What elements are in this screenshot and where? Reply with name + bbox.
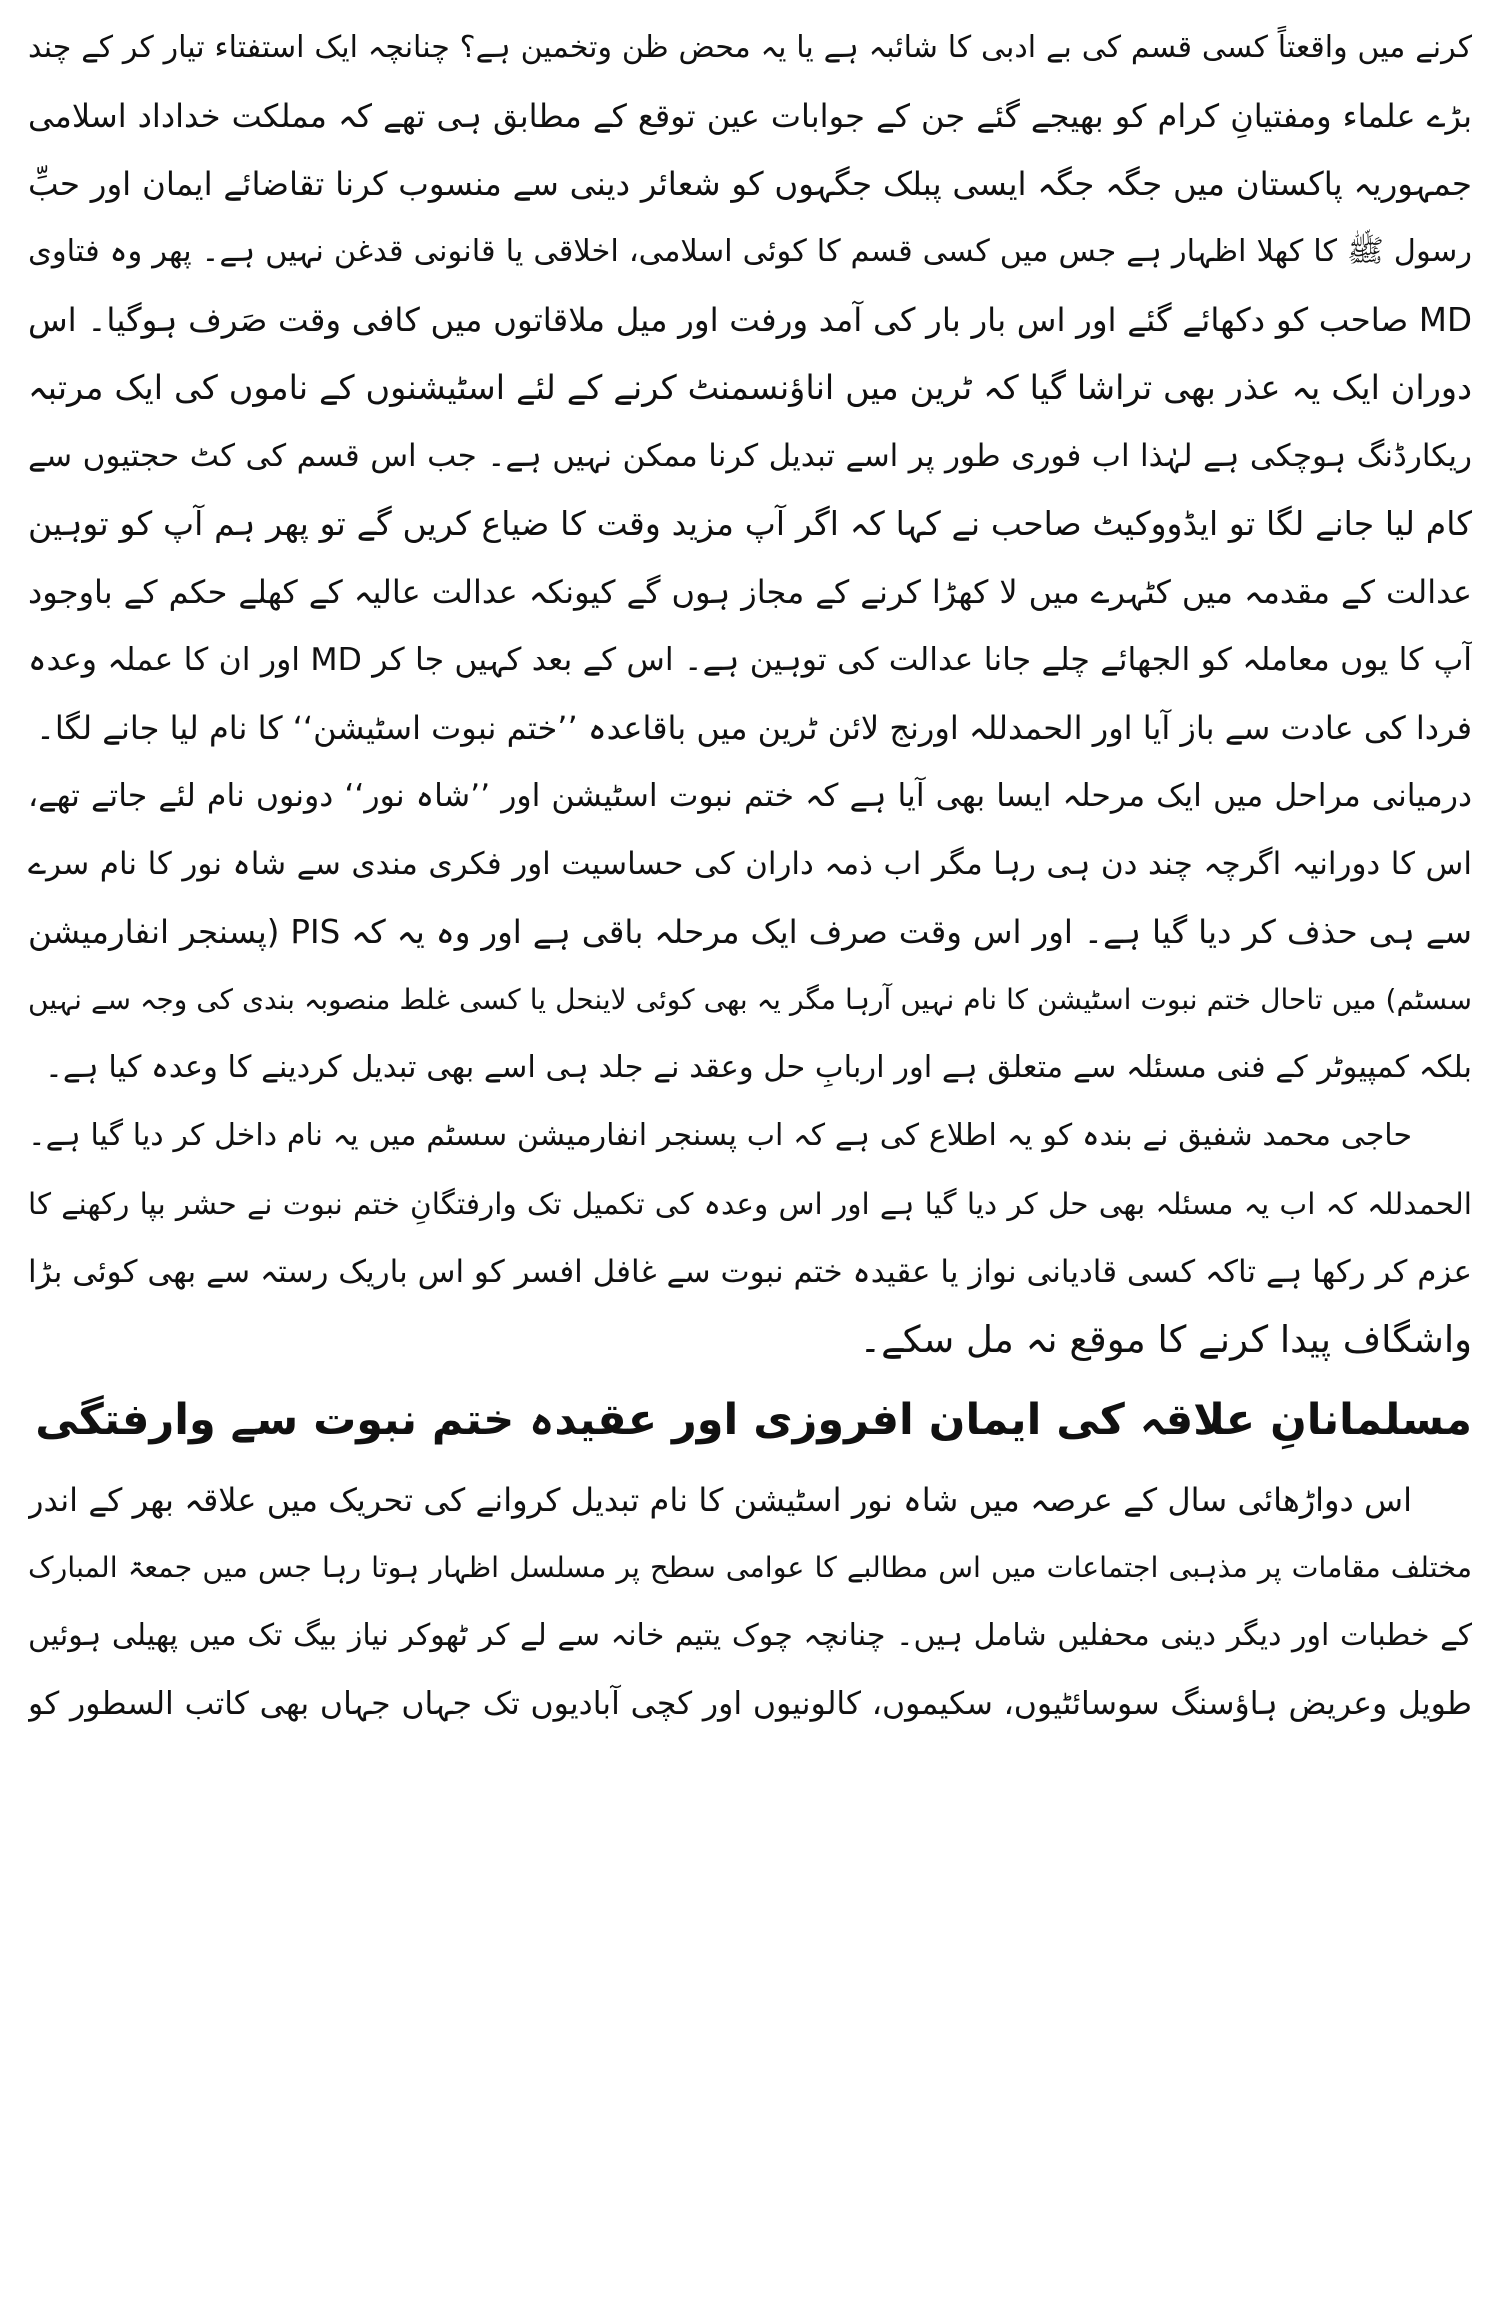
text-line: سے ہی حذف کر دیا گیا ہے۔ اور اس وقت صرف ایک مرحلہ باقی ہے اور وہ یہ کہ PIS (پسنجر انفارمیشن	[28, 913, 1472, 951]
text-line: اس کا دورانیہ اگرچہ چند دن ہی رہا مگر اب ذمہ داران کی حساسیت اور فکری مندی سے شاہ نور کا نام سرے	[28, 846, 1472, 882]
text-line: حاجی محمد شفیق نے بندہ کو یہ اطلاع کی ہے کہ اب پسنجر انفارمیشن سسٹم میں یہ نام داخل کر دیا گیا ہے۔	[28, 1118, 1412, 1153]
text-line: کام لیا جانے لگا تو ایڈووکیٹ صاحب نے کہا کہ اگر آپ مزید وقت کا ضیاع کریں گے تو پھر ہم آپ کو توہین	[28, 504, 1472, 543]
text-line: اس دواڑھائی سال کے عرصہ میں شاہ نور اسٹیشن کا نام تبدیل کروانے کی تحریک میں علاقہ بھر کے اندر	[28, 1481, 1412, 1519]
text-line: سسٹم) میں تاحال ختم نبوت اسٹیشن کا نام نہیں آرہا مگر یہ بھی کوئی لاینحل یا کسی غلط منصوبہ بندی کی وجہ سے نہیں	[28, 983, 1472, 1016]
paragraph-4	[28, 1466, 1472, 1738]
text-line: عدالت کے مقدمہ میں کٹہرے میں لا کھڑا کرنے کے مجاز ہوں گے کیونکہ عدالت عالیہ کے کھلے حکم کے باوجود	[28, 573, 1472, 611]
text-line: عزم کر رکھا ہے تاکہ کسی قادیانی نواز یا عقیدہ ختم نبوت سے غافل افسر کو اس باریک رستہ سے بھی کوئی بڑا	[28, 1254, 1472, 1290]
section-heading: مسلمانانِ علاقہ کی ایمان افروزی اور عقیدہ ختم نبوت سے وارفتگی	[35, 1395, 1472, 1445]
text-line: طویل وعریض ہاؤسنگ سوسائٹیوں، سکیموں، کالونیوں اور کچی آبادیوں تک جہاں جہاں بھی کاتب السطور کو	[28, 1686, 1472, 1722]
text-line: کے خطبات اور دیگر دینی محفلیں شامل ہیں۔ چنانچہ چوک یتیم خانہ سے لے کر ٹھوکر نیاز بیگ تک میں پھیلی ہوئیں	[28, 1618, 1472, 1653]
paragraph-3	[28, 1102, 1472, 1374]
text-line: MD صاحب کو دکھائے گئے اور اس بار بار کی آمد ورفت اور میل ملاقاتوں میں کافی وقت صَرف ہوگیا۔ اس	[28, 301, 1472, 339]
text-line: کرنے میں واقعتاً کسی قسم کی بے ادبی کا شائبہ ہے یا یہ محض ظن وتخمین ہے؟ چنانچہ ایک استفتاء تیار کر کے چند	[28, 30, 1472, 65]
text-line: فردا کی عادت سے باز آیا اور الحمدللہ اورنج لائن ٹرین میں باقاعدہ ’’ختم نبوت اسٹیشن‘‘ کا نام لیا جانے لگا۔	[36, 709, 1472, 747]
paragraph-2	[28, 762, 1472, 1102]
paragraph-1	[28, 14, 1472, 762]
text-line: بڑے علماء ومفتیانِ کرام کو بھیجے گئے جن کے جوابات عین توقع کے مطابق ہی تھے کہ مملکت خداداد اسلامی	[28, 97, 1472, 135]
text-line: آپ کا یوں معاملہ کو الجھائے چلے جانا عدالت کی توہین ہے۔ اس کے بعد کہیں جا کر MD اور ان کا عملہ وعدہ	[28, 642, 1472, 678]
text-line: واشگاف پیدا کرنے کا موقع نہ مل سکے۔	[859, 1318, 1472, 1361]
text-line: دوران ایک یہ عذر بھی تراشا گیا کہ ٹرین میں اناؤنسمنٹ کرنے کے لئے اسٹیشنوں کے ناموں کی ایک مرتبہ	[28, 368, 1472, 407]
text-line: رسول ﷺ کا کھلا اظہار ہے جس میں کسی قسم کا کوئی اسلامی، اخلاقی یا قانونی قدغن نہیں ہے۔ پھر وہ فتاوی	[28, 234, 1472, 269]
text-line: بلکہ کمپیوٹر کے فنی مسئلہ سے متعلق ہے اور اربابِ حل وعقد نے جلد ہی اسے بھی تبدیل کردینے کا وعدہ کیا ہے۔	[45, 1050, 1472, 1085]
text-line: درمیانی مراحل میں ایک مرحلہ ایسا بھی آیا ہے کہ ختم نبوت اسٹیشن اور ’’شاہ نور‘‘ دونوں نام لئے جاتے تھے،	[28, 778, 1472, 814]
text-line: مختلف مقامات پر مذہبی اجتماعات میں اس مطالبے کا عوامی سطح پر مسلسل اظہار ہوتا رہا جس میں جمعۃ المبارک	[28, 1551, 1472, 1584]
text-line: الحمدللہ کہ اب یہ مسئلہ بھی حل کر دیا گیا ہے اور اس وعدہ کی تکمیل تک وارفتگانِ ختم نبوت نے حشر بپا رکھنے کا	[28, 1187, 1472, 1221]
text-line: جمہوریہ پاکستان میں جگہ جگہ ایسی پبلک جگہوں کو شعائر دینی سے منسوب کرنا تقاضائے ایمان اور حبِّ	[28, 165, 1472, 203]
text-line: ریکارڈنگ ہوچکی ہے لہٰذا اب فوری طور پر اسے تبدیل کرنا ممکن نہیں ہے۔ جب اس قسم کی کٹ حجتیوں سے	[28, 438, 1472, 474]
